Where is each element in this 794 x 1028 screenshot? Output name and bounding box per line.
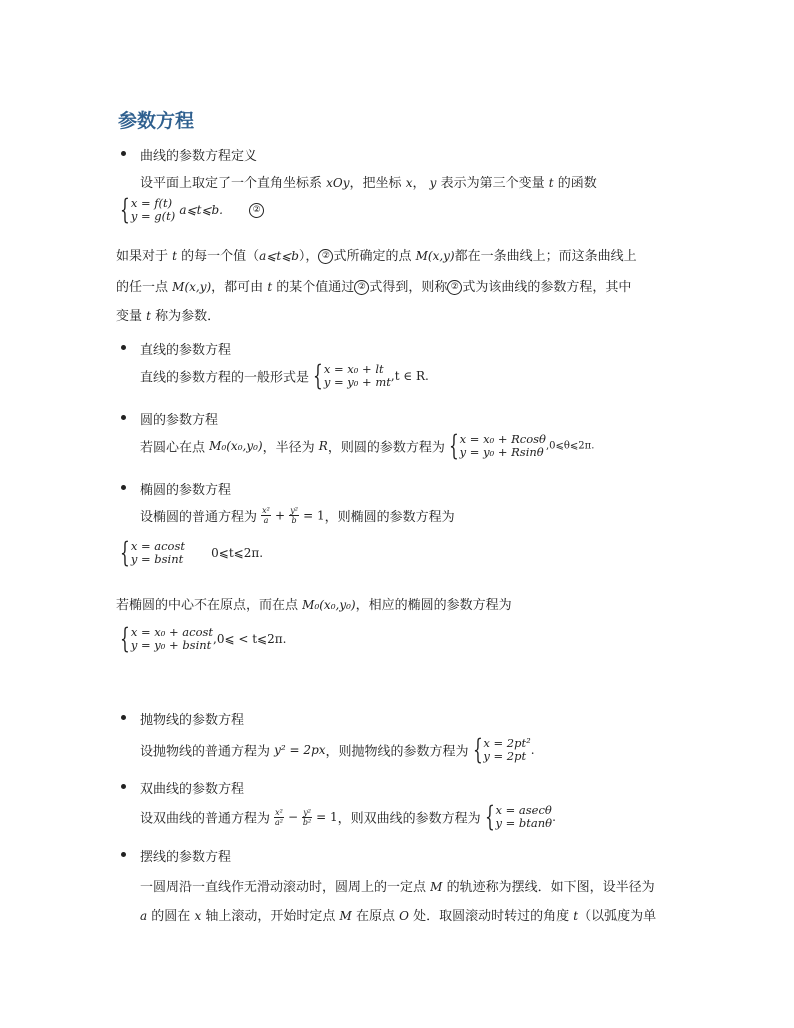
text: ）， <box>298 249 319 264</box>
text: 的某个值通过 <box>276 280 355 295</box>
text: 的任一点 <box>116 280 169 295</box>
text: ，半径为 <box>262 440 315 456</box>
parabola-equation <box>140 733 535 766</box>
math: x <box>194 909 202 923</box>
text: 若椭圆的中心不在原点，而在点 <box>116 598 299 613</box>
text: 如果对于 <box>116 249 169 264</box>
bullet <box>121 345 126 350</box>
math: a⩽t⩽b <box>259 249 299 263</box>
equation-row: x = x₀ + Rcosθ <box>459 432 546 446</box>
equation-row: x = x₀ + acost <box>130 625 214 639</box>
range: 0⩽t⩽2π. <box>211 546 264 560</box>
equation-row: x = f(t) <box>130 196 173 210</box>
section-heading-curve: 曲线的参数方程定义 <box>140 149 258 164</box>
math: t <box>146 309 151 323</box>
section-heading-circle: 圆的参数方程 <box>140 413 219 428</box>
denominator: b <box>291 516 297 525</box>
param-equation-general <box>116 193 264 226</box>
section-heading-hyperbola: 双曲线的参数方程 <box>140 782 245 797</box>
section-heading-line: 直线的参数方程 <box>140 343 232 358</box>
text: 设椭圆的普通方程为 <box>140 510 258 525</box>
bullet <box>121 485 126 490</box>
text: ，则椭圆的参数方程为 <box>324 510 455 525</box>
ellipse-normal-equation <box>140 506 455 525</box>
cycloid-line-2 <box>140 905 656 924</box>
equation-row: x = acost <box>130 539 186 553</box>
text: 直线的参数方程的一般形式是 <box>140 370 310 386</box>
brace-symbol: { <box>120 193 130 226</box>
ellipse-offset-equation <box>116 622 287 655</box>
math: M₀(x₀,y₀) <box>209 439 263 453</box>
math: xOy <box>326 176 350 190</box>
equation-row: y = bsint <box>130 552 184 566</box>
section-heading-parabola: 抛物线的参数方程 <box>140 713 245 728</box>
equation-system <box>309 359 391 392</box>
paragraph-line-3 <box>116 276 631 295</box>
bullet <box>121 415 126 420</box>
end-mark: . <box>530 743 535 757</box>
numerator: y² <box>290 506 298 515</box>
equation-ref: ② <box>318 249 333 264</box>
cycloid-line-1 <box>140 876 655 895</box>
equation-system <box>116 622 214 655</box>
circle-equation <box>140 429 595 462</box>
text: 设抛物线的普通方程为 <box>140 744 271 760</box>
numerator: x² <box>275 807 283 817</box>
equation-row: x = asecθ <box>495 803 552 817</box>
paragraph-line-2 <box>116 245 637 264</box>
text: 的圆在 <box>151 909 191 924</box>
text: ，把坐标 <box>349 176 402 191</box>
math: t <box>267 280 273 294</box>
paragraph-line-4 <box>116 305 220 324</box>
text: 在原点 <box>355 909 395 924</box>
numerator: y² <box>303 807 311 817</box>
equation-row: y = y₀ + mt <box>323 375 391 389</box>
text: 设双曲线的普通方程为 <box>140 811 271 827</box>
range: ,0⩽ < t⩽2π. <box>213 632 287 646</box>
section-heading-ellipse: 椭圆的参数方程 <box>140 483 232 498</box>
math: y <box>429 176 437 190</box>
text: ，则双曲线的参数方程为 <box>337 811 481 827</box>
fraction <box>274 808 284 827</box>
text: 处．取圆滚动时转过的角度 <box>413 909 570 924</box>
math: y² = 2px <box>274 743 326 757</box>
math: t <box>548 176 554 190</box>
range: ,t ∈ R. <box>390 369 429 383</box>
equation-tag: ② <box>249 203 264 218</box>
equation-row: x = 2pt² <box>483 736 531 750</box>
math: O <box>399 909 409 923</box>
definition-line-1 <box>140 172 597 191</box>
section-heading-cycloid: 摆线的参数方程 <box>140 850 232 865</box>
line-equation <box>140 359 429 392</box>
bullet <box>121 852 126 857</box>
operator: + <box>275 508 286 523</box>
math: M(x,y) <box>172 280 212 294</box>
text: 变量 <box>116 309 143 324</box>
brace-symbol: { <box>484 800 495 833</box>
bullet <box>121 151 126 156</box>
math: x <box>405 176 413 190</box>
text: （以弧度为单 <box>578 909 657 924</box>
text: 式为该曲线的参数方程，其中 <box>462 280 632 295</box>
text: 的每一个值（ <box>181 249 260 264</box>
math: a <box>140 909 148 923</box>
equation-row: y = y₀ + Rsinθ <box>459 445 544 459</box>
denominator: a <box>263 516 269 525</box>
bullet <box>121 784 126 789</box>
text: 都在一条曲线上；而这条曲线上 <box>454 249 637 264</box>
end-mark: . <box>552 810 556 824</box>
fraction <box>302 808 312 827</box>
equation-row: y = y₀ + bsint <box>130 638 212 652</box>
math: M <box>430 880 443 894</box>
text: 设平面上取定了一个直角坐标系 <box>140 176 323 191</box>
text: 的函数 <box>557 176 597 191</box>
equation-ref: ② <box>447 280 462 295</box>
operator: − <box>288 810 299 824</box>
fraction <box>261 506 271 525</box>
equation-row: y = btanθ <box>495 816 553 830</box>
text: ，都可由 <box>211 280 264 295</box>
page-title: 参数方程 <box>118 110 195 132</box>
bullet <box>121 715 126 720</box>
math: M <box>339 909 352 923</box>
text: 轴上滚动，开始时定点 <box>205 909 336 924</box>
math: M₀(x₀,y₀) <box>302 598 356 612</box>
math: M(x,y) <box>415 249 455 263</box>
text: 式所确定的点 <box>333 249 412 264</box>
equation-system <box>116 536 186 569</box>
fraction <box>289 506 299 525</box>
equation-system <box>445 429 546 462</box>
equation-row: x = x₀ + lt <box>323 362 384 376</box>
text: 一圆周沿一直线作无滑动滚动时，圆周上的一定点 <box>140 880 427 895</box>
text: 表示为第三个变量 <box>440 176 545 191</box>
math: t <box>172 249 177 263</box>
numerator: x² <box>262 506 270 515</box>
brace-symbol: { <box>313 359 323 392</box>
ellipse-offset-text <box>116 594 512 613</box>
text: 若圆心在点 <box>140 440 206 456</box>
brace-symbol: { <box>448 429 459 462</box>
equation-system <box>469 733 531 766</box>
text: ，则圆的参数方程为 <box>327 440 445 456</box>
equation-ref: ② <box>354 280 369 295</box>
text: 的轨迹称为摆线．如下图，设半径为 <box>446 880 655 895</box>
brace-symbol: { <box>472 733 483 766</box>
denominator: b² <box>302 817 312 827</box>
text: ， <box>412 176 426 191</box>
range: ,0⩽θ⩽2π. <box>545 440 595 452</box>
equation-row: y = 2pt <box>483 749 527 763</box>
math: = 1 <box>303 508 325 523</box>
text: 式得到，则称 <box>369 280 448 295</box>
text: ，相应的椭圆的参数方程为 <box>355 598 512 613</box>
denominator: a² <box>275 817 283 827</box>
ellipse-param-equation <box>116 536 264 569</box>
math: R <box>318 439 328 453</box>
equation-system <box>116 193 176 226</box>
math: = 1 <box>316 810 338 824</box>
range: a⩽t⩽b. <box>179 203 223 217</box>
brace-symbol: { <box>120 536 130 569</box>
hyperbola-equation <box>140 800 556 833</box>
math: t <box>573 909 579 923</box>
text: ，则抛物线的参数方程为 <box>325 744 469 760</box>
brace-symbol: { <box>120 622 130 655</box>
text: 称为参数． <box>155 309 221 324</box>
equation-system <box>481 800 553 833</box>
equation-row: y = g(t) <box>130 209 176 223</box>
